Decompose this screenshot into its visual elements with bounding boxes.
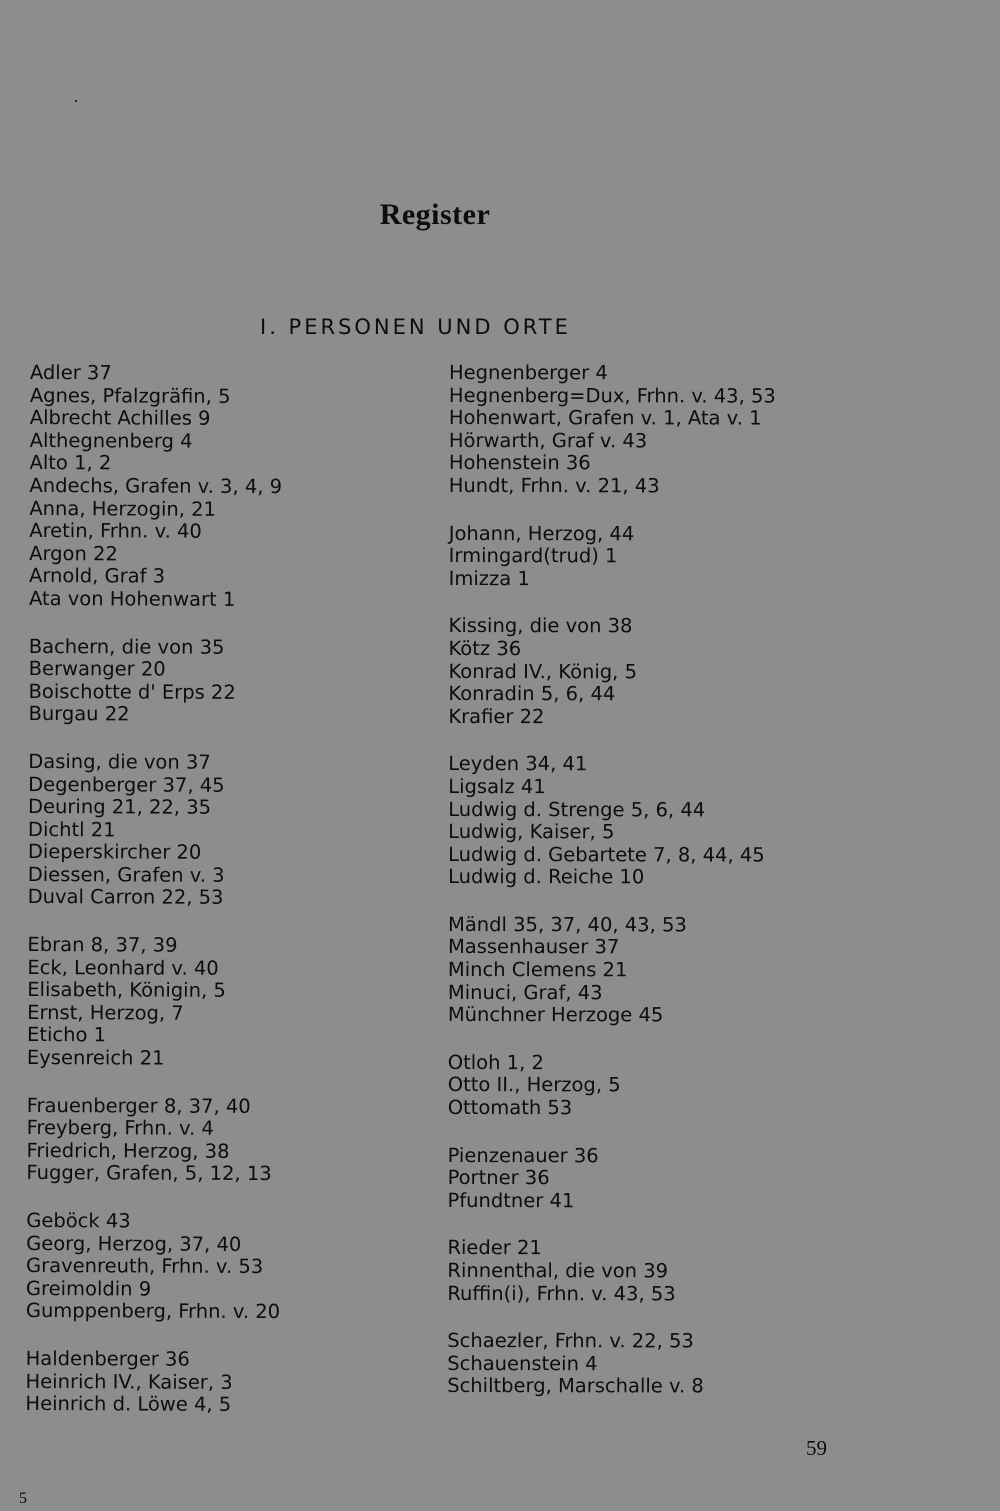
index-entry: Burgau 22 (28, 702, 130, 726)
index-group (448, 1052, 848, 1120)
index-entry: Geböck 43 (26, 1208, 131, 1233)
index-entry: Schaezler, Frhn. v. 22, 53 (447, 1329, 694, 1353)
index-entry: Dichtl 21 (27, 817, 116, 842)
index-entry: Boischotte d' Erps 22 (28, 679, 236, 704)
index-group (448, 615, 848, 729)
index-entry: Althegnenberg 4 (29, 428, 193, 453)
index-entry: Dieperskircher 20 (27, 840, 202, 865)
index-entry: Friedrich, Herzog, 38 (26, 1138, 230, 1163)
index-entry: Georg, Herzog, 37, 40 (26, 1231, 242, 1256)
index-entry: Eck, Leonhard v. 40 (27, 955, 219, 980)
index-entry: Heinrich IV., Kaiser, 3 (25, 1369, 233, 1394)
index-entry: Haldenberger 36 (25, 1346, 190, 1371)
index-group (449, 362, 849, 498)
index-entry: Agnes, Pfalzgräfin, 5 (29, 383, 231, 408)
index-entry: Massenhauser 37 (447, 935, 620, 959)
index-entry: Freyberg, Frhn. v. 4 (26, 1116, 214, 1141)
index-entry: Ludwig d. Strenge 5, 6, 44 (448, 797, 706, 821)
index-group (448, 753, 848, 889)
index-entry: Irmingard(trud) 1 (448, 544, 618, 568)
index-entry: Hegnenberger 4 (448, 361, 608, 385)
index-entry: Duval Carron 22, 53 (27, 885, 224, 910)
index-entry: Konradin 5, 6, 44 (448, 682, 616, 706)
index-entry: Minuci, Graf, 43 (447, 980, 603, 1004)
index-entry: Mändl 35, 37, 40, 43, 53 (447, 912, 687, 937)
index-group (27, 934, 428, 1071)
index-entry: Hohenstein 36 (448, 451, 591, 475)
index-entry: Ottomath 53 (447, 1096, 573, 1120)
index-entry: Münchner Herzoge 45 (447, 1003, 664, 1027)
speck-mark (75, 100, 77, 102)
index-entry: Pienzenauer 36 (447, 1143, 599, 1167)
index-entry: Portner 36 (447, 1166, 550, 1190)
index-entry: Minch Clemens 21 (447, 958, 628, 982)
index-entry: Johann, Herzog, 44 (448, 521, 635, 545)
index-entry: Dasing, die von 37 (28, 749, 211, 774)
index-entry: Kissing, die von 38 (448, 614, 633, 638)
index-entry: Hohenwart, Grafen v. 1, Ata v. 1 (448, 406, 762, 430)
page-title: Register (379, 198, 491, 232)
page-number: 59 (806, 1436, 827, 1460)
index-column-left (25, 362, 430, 1442)
index-entry: Rieder 21 (447, 1236, 542, 1260)
margin-mark: 5 (19, 1490, 27, 1507)
index-group (448, 914, 848, 1028)
index-entry: Eysenreich 21 (26, 1046, 165, 1070)
index-group (28, 636, 428, 728)
index-entry: Adler 37 (29, 361, 112, 385)
index-entry: Pfundtner 41 (447, 1188, 575, 1213)
index-group (28, 751, 429, 911)
index-entry: Otto II., Herzog, 5 (447, 1073, 621, 1097)
section-heading: I. PERSONEN UND ORTE (260, 315, 571, 340)
index-entry: Elisabeth, Königin, 5 (27, 978, 226, 1003)
index-entry: Alto 1, 2 (29, 451, 112, 475)
index-entry: Ruffin(i), Frhn. v. 43, 53 (447, 1281, 676, 1305)
index-entry: Ludwig d. Gebartete 7, 8, 44, 45 (448, 842, 765, 867)
index-entry: Diessen, Grafen v. 3 (27, 862, 225, 887)
index-entry: Albrecht Achilles 9 (29, 406, 211, 430)
index-entry: Bachern, die von 35 (28, 634, 225, 659)
index-entry: Aretin, Frhn. v. 40 (29, 519, 202, 543)
index-entry: Ebran 8, 37, 39 (27, 933, 178, 957)
index-entry: Ata von Hohenwart 1 (28, 586, 236, 611)
index-entry: Konrad IV., König, 5 (448, 659, 638, 683)
index-group (25, 1348, 425, 1418)
index-group (26, 1210, 426, 1325)
index-entry: Ligsalz 41 (448, 774, 546, 799)
index-entry: Krafier 22 (448, 704, 545, 728)
index-group (29, 362, 430, 612)
index-entry: Argon 22 (29, 541, 118, 566)
index-group (26, 1095, 426, 1187)
index-entry: Otloh 1, 2 (447, 1050, 544, 1075)
index-entry: Andechs, Grafen v. 3, 4, 9 (29, 473, 283, 499)
index-entry: Heinrich d. Löwe 4, 5 (25, 1392, 232, 1417)
index-entry: Imizza 1 (448, 566, 530, 590)
index-entry: Hegnenberg=Dux, Frhn. v. 43, 53 (448, 383, 776, 408)
index-entry: Hörwarth, Graf v. 43 (448, 428, 648, 453)
index-entry: Hundt, Frhn. v. 21, 43 (448, 473, 660, 498)
index-entry: Anna, Herzogin, 21 (29, 496, 217, 521)
index-entry: Ernst, Herzog, 7 (27, 1000, 184, 1025)
index-entry: Kötz 36 (448, 636, 522, 661)
index-entry: Berwanger 20 (28, 657, 166, 681)
index-entry: Schauenstein 4 (447, 1351, 598, 1376)
index-entry: Eticho 1 (27, 1023, 107, 1047)
index-entry: Arnold, Graf 3 (29, 564, 166, 588)
index-entry: Rinnenthal, die von 39 (447, 1258, 669, 1283)
index-group (448, 1145, 848, 1213)
index-entry: Frauenberger 8, 37, 40 (26, 1093, 251, 1118)
index-entry: Leyden 34, 41 (448, 752, 588, 776)
index-entry: Deuring 21, 22, 35 (28, 795, 212, 819)
index-entry: Gumppenberg, Frhn. v. 20 (25, 1299, 281, 1324)
index-group (447, 1237, 847, 1305)
index-entry: Ludwig, Kaiser, 5 (448, 820, 615, 844)
index-entry: Schiltberg, Marschalle v. 8 (447, 1374, 704, 1398)
index-entry: Ludwig d. Reiche 10 (448, 865, 645, 889)
index-entry: Greimoldin 9 (25, 1276, 152, 1301)
index-group (449, 523, 849, 591)
index-column-right (447, 362, 849, 1424)
index-group (447, 1330, 847, 1398)
index-entry: Gravenreuth, Frhn. v. 53 (26, 1254, 264, 1279)
index-entry: Degenberger 37, 45 (28, 772, 225, 797)
index-entry: Fugger, Grafen, 5, 12, 13 (26, 1161, 272, 1186)
